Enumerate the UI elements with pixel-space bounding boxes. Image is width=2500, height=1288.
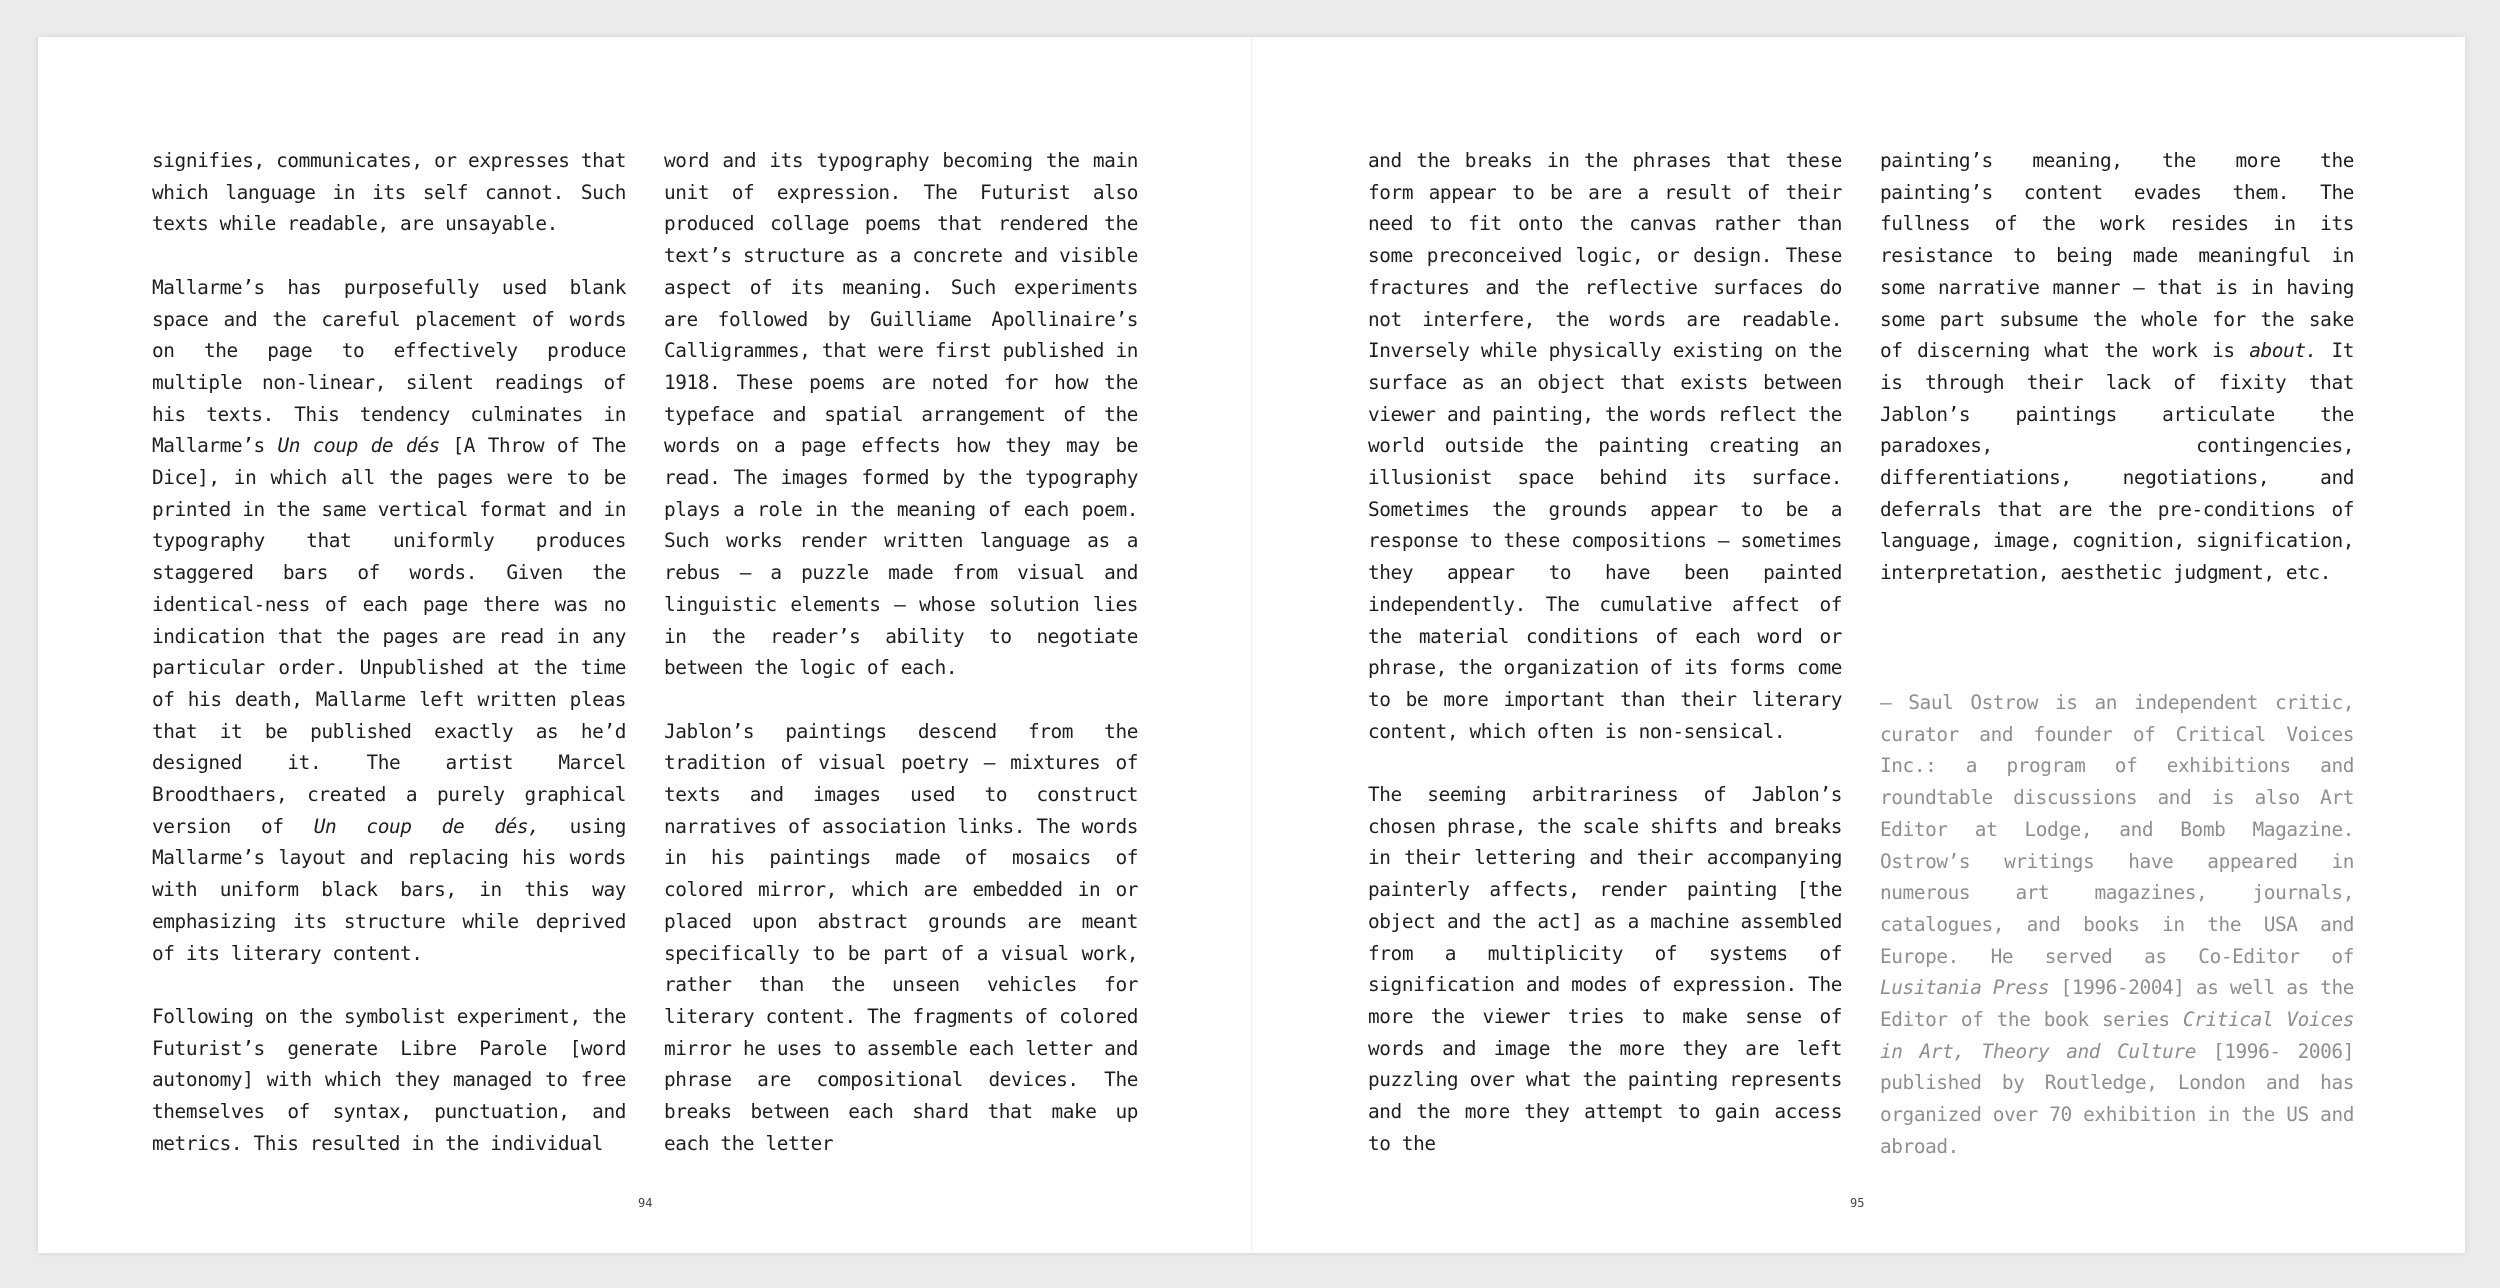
- paragraph-text: and the breaks in the phrases that these form appear to be are a result of their need to fit onto the canvas rather than some preconceived logic, or design. These fractures and the reflective surfaces do not interfere, the words are readable. Inversely while physically existing on the surface as an object that exists between viewer and painting, the words reflect the world outside the painting creating an illusionist space behind its surface. Sometimes the grounds appear to be a response to these compositions — sometimes they appear to have been painted independently. The cumulative affect of the material conditions of each word or phrase, the organization of its forms come to be more important than their literary content, which often is non-sensical.: [1368, 149, 1842, 743]
- bio-paragraph: [1880, 687, 2354, 1163]
- author-bio: [1880, 687, 2354, 1163]
- paragraph: [152, 1001, 626, 1160]
- italic-title: Un coup de dés: [277, 434, 440, 458]
- left-page-column-2: [664, 145, 1138, 1159]
- book-spread: [38, 37, 2465, 1253]
- right-page-column-1: [1368, 145, 1842, 1159]
- paragraph: [152, 272, 626, 969]
- paragraph: [1880, 145, 2354, 589]
- paragraph-text: The seeming arbitrariness of Jablon’s chosen phrase, the scale shifts and breaks in their lettering and their accompanying painterly affects, render painting [the object and the act] as a machine assembled from a multiplicity of systems of signification and modes of expression. The more the viewer tries to make sense of words and image the more they are left puzzling over what the painting represents and the more they attempt to gain access to the: [1368, 783, 1842, 1155]
- paragraph: [1368, 779, 1842, 1159]
- paragraph-text: painting’s meaning, the more the painting’s content evades them. The fullness of the work resides in its resistance to being made meaningful in some narrative manner — that is in having some part subsume the whole for the sake of discerning what the work is: [1880, 149, 2354, 363]
- paragraph-text: signifies, communicates, or expresses that which language in its self cannot. Such texts while readable, are unsayable.: [152, 149, 626, 236]
- page-number-left: 94: [638, 1196, 653, 1210]
- bio-text: — Saul Ostrow is an independent critic, curator and founder of Critical Voices Inc.: a program of exhibitions and roundtable discussions and is also Art Editor at Lodge, and Bomb Magazine. Ostrow’s writings have appeared in numerous art magazines, journals, catalogues, and books in the USA and Europe. He served as Co-Editor of: [1880, 691, 2354, 968]
- book-gutter: [1251, 37, 1252, 1253]
- page-number-right: 95: [1850, 1196, 1865, 1210]
- paragraph-text: It is through their lack of fixity that Jablon’s paintings articulate the paradoxes, contingencies, differentiations, negotiations, and deferrals that are the pre-conditions of language, image, cognition, signification, interpretation, aesthetic judgment, etc.: [1880, 339, 2355, 585]
- italic-title: Un coup de dés,: [313, 814, 540, 838]
- paragraph: [152, 145, 626, 240]
- italic-title: Critical Voices in Art, Theory and Culture: [1880, 1008, 2354, 1063]
- paragraph-text: Following on the symbolist experiment, the Futurist’s generate Libre Parole [word autonomy] with which they managed to free themselves of syntax, punctuation, and metrics. This resulted in the individual: [152, 1004, 626, 1155]
- left-page-column-1: [152, 145, 626, 1159]
- italic-title: Lusitania Press: [1880, 976, 2050, 1000]
- right-page-column-2: [1880, 145, 2354, 589]
- paragraph: [664, 145, 1138, 684]
- paragraph-text: Jablon’s paintings descend from the tradition of visual poetry — mixtures of texts and images used to construct narratives of association links. The words in his paintings made of mosaics of colored mirror, which are embedded in or placed upon abstract grounds are meant specifically to be part of a visual work, rather than the unseen vehicles for literary content. The fragments of colored mirror he uses to assemble each letter and phrase are compositional devices. The breaks between each shard that make up each the letter: [664, 719, 1138, 1155]
- paragraph-text: Mallarme’s has purposefully used blank space and the careful placement of words on the page to effectively produce multiple non-linear, silent readings of his texts. This tendency culminates in Mallarme’s: [152, 275, 626, 458]
- paragraph-text: word and its typography becoming the main unit of expression. The Futurist also produced collage poems that rendered the text’s structure as a concrete and visible aspect of its meaning. Such experiments are followed by Guilliame Apollinaire’s Calligrammes, that were first published in 1918. These poems are noted for how the typeface and spatial arrangement of the words on a page effects how they may be read. The images formed by the typography plays a role in the meaning of each poem. Such works render written language as a rebus — a puzzle made from visual and linguistic elements — whose solution lies in the reader’s ability to negotiate between the logic of each.: [664, 149, 1138, 680]
- paragraph-text: [A Throw of The Dice], in which all the pages were to be printed in the same vertical format and in typography that uniformly produces staggered bars of words. Given the identical-ness of each page there was no indication that the pages are read in any particular order. Unpublished at the time of his death, Mallarme left written pleas that it be published exactly as he’d designed it. The artist Marcel Broodthaers, created a purely graphical version of: [152, 434, 626, 838]
- paragraph: [1368, 145, 1842, 747]
- paragraph-text: using Mallarme’s layout and replacing his words with uniform black bars, in this way emphasizing its structure while deprived of its literary content.: [152, 814, 626, 965]
- bio-text: [1996- 2006] published by Routledge, London and has organized over 70 exhibition in the US and abroad.: [1880, 1039, 2354, 1158]
- italic-word: about.: [2249, 339, 2317, 363]
- paragraph: [664, 716, 1138, 1160]
- bio-text: [1996-2004] as well as the Editor of the book series: [1880, 976, 2354, 1032]
